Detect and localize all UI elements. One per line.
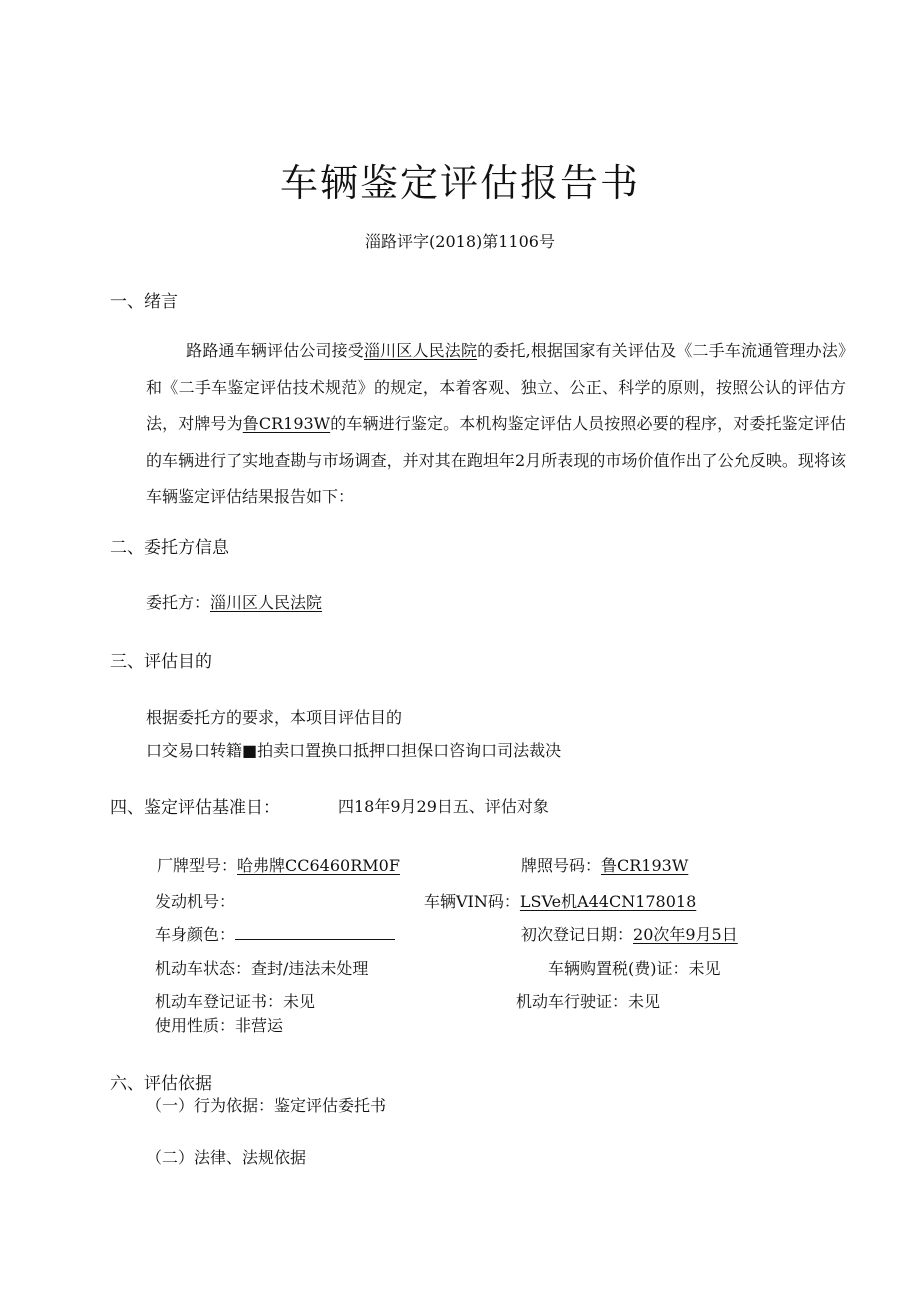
vehicle-status-field (155, 956, 368, 979)
vehicle-status-value: 查封/违法未处理 (251, 959, 369, 978)
section-heading-client-info: 二、委托方信息 (110, 538, 229, 558)
driving-license-field (516, 989, 660, 1012)
vehicle-model-value: 哈弗牌CC6460RM0F (237, 856, 400, 875)
section-heading-basis: 六、评估依据 (110, 1074, 212, 1094)
purchase-tax-field (548, 956, 721, 979)
registration-certificate-field (155, 989, 315, 1012)
vin-label: 车辆VIN码： (424, 892, 520, 911)
vin-field (424, 889, 696, 912)
usage-nature-label: 使用性质： (155, 1016, 236, 1035)
body-color-field (155, 922, 395, 945)
purpose-options: 口交易口转籍■拍卖口置换口抵押口担保口咨询口司法裁决 (146, 741, 562, 760)
introduction-paragraph (146, 333, 846, 516)
driving-license-value: 未见 (628, 992, 661, 1011)
basis-item-legal: （二）法律、法规依据 (146, 1148, 307, 1167)
first-registration-value: 20次年9月5日 (633, 925, 738, 944)
intro-client-name: 淄川区人民法院 (363, 341, 478, 360)
client-value: 淄川区人民法院 (210, 593, 323, 612)
body-color-label: 车身颜色： (155, 925, 236, 944)
vehicle-model-field (157, 853, 400, 876)
vehicle-status-label: 机动车状态： (155, 959, 252, 978)
purchase-tax-label: 车辆购置税(费)证： (548, 959, 689, 978)
section-heading-purpose: 三、评估目的 (110, 652, 212, 672)
vin-value: LSVe机A44CN178018 (519, 892, 697, 911)
usage-nature-field (155, 1013, 283, 1036)
intro-text-c: 的车辆进行鉴定。本机构鉴定评估人员按照必要的程序，对委托鉴定评估的车辆进行了实地查勘与市场调查，并对其在跑坦年2月所表现的市场价值作出了公允反映。现将该车辆鉴定评估结果报告如下： (146, 414, 846, 506)
section-heading-introduction: 一、绪言 (110, 292, 178, 312)
section-heading-base-date: 四、鉴定评估基准日： (110, 798, 280, 818)
intro-text-a: 路路通车辆评估公司接受 (186, 341, 364, 360)
basis-item-behavior: （一）行为依据：鉴定评估委托书 (146, 1096, 387, 1115)
document-number: 淄路评字(2018)第1106号 (365, 232, 555, 251)
plate-number-label: 牌照号码： (521, 856, 602, 875)
first-registration-label: 初次登记日期： (521, 925, 634, 944)
registration-certificate-value: 未见 (283, 992, 316, 1011)
intro-text-b: 的委托,根据国家有关评估及《二手车流通管理办法》和《二手车鉴定评估技术规范》的规定，本着客观、独立、公正、科学的原则，按照公认的评估方法，对牌号为 (146, 341, 846, 433)
report-title: 车辆鉴定评估报告书 (279, 161, 640, 205)
body-color-blank (235, 925, 395, 940)
intro-plate-number: 鲁CR193W (242, 414, 331, 433)
first-registration-field (521, 922, 738, 945)
base-date-value: 四18年9月29日五、评估对象 (338, 797, 549, 816)
registration-certificate-label: 机动车登记证书： (155, 992, 284, 1011)
plate-number-value: 鲁CR193W (601, 856, 689, 875)
purpose-intro-text: 根据委托方的要求，本项目评估目的 (146, 708, 403, 727)
engine-number-label: 发动机号： (155, 892, 236, 911)
vehicle-model-label: 厂牌型号： (157, 856, 238, 875)
plate-number-field (521, 853, 688, 876)
usage-nature-value: 非营运 (235, 1016, 284, 1035)
client-label: 委托方： (146, 593, 211, 612)
driving-license-label: 机动车行驶证： (516, 992, 629, 1011)
client-info-line (146, 590, 322, 613)
purchase-tax-value: 未见 (688, 959, 721, 978)
